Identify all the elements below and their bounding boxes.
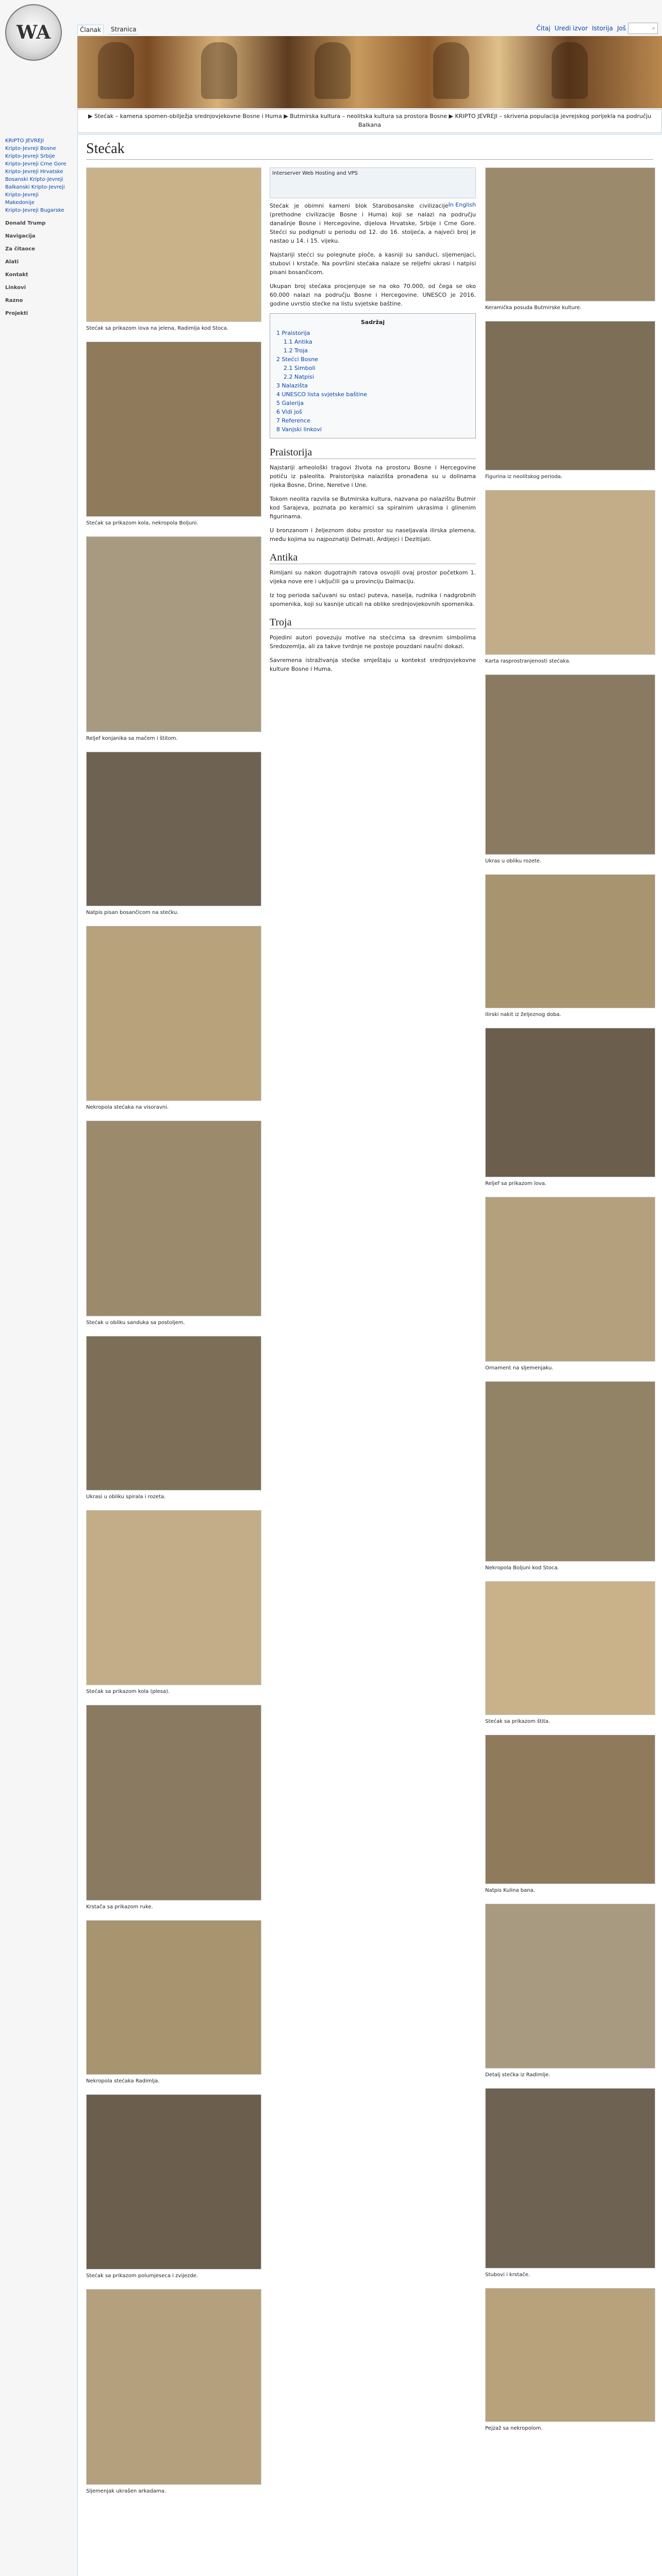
figure-caption: Stećak sa prikazom kola, nekropola Boljuni. (86, 520, 198, 526)
figure-image[interactable] (86, 342, 261, 517)
figure-caption: Stećak sa prikazom kola (plesa). (86, 1689, 170, 1694)
figure-image[interactable] (86, 1705, 261, 1901)
section-paragraph: U bronzanom i željeznom dobu prostor su naseljavala ilirska plemena, među kojima su najpoznatiji Delmati, Ardijejci i Dezitijati. (270, 527, 476, 543)
right-image-column (485, 167, 655, 2442)
figure-image[interactable] (485, 874, 655, 1008)
tab-article[interactable]: Članak (77, 25, 104, 35)
figure-caption: Nekropola Boljuni kod Stoca. (485, 1565, 559, 1571)
intro-paragraph: Najstariji stećci su polegnute ploče, a kasniji su sanduci, sljemenjaci, stubovi i krstače. Na površini stećaka nalaze se reljefni ukrasi i natpisi pisani bosančicom. (270, 251, 476, 276)
figure-image[interactable] (86, 2094, 261, 2269)
sidebar-section[interactable]: Donald Trump (5, 221, 46, 226)
figure-image[interactable] (485, 2288, 655, 2422)
sections (270, 447, 476, 673)
sidebar-section[interactable]: Za čitaoce (5, 246, 35, 252)
namespace-tabs (77, 25, 138, 35)
section-heading: Troja (270, 617, 476, 629)
sidebar-item[interactable]: Kripto-Jevreji Bugarske (5, 208, 64, 213)
toc-entry[interactable]: 2.1 Simboli (284, 365, 316, 371)
table-of-contents (270, 313, 476, 438)
figure-caption: Stećak u obliku sanduka sa postoljem. (86, 1320, 185, 1326)
search-icon[interactable]: ⌕ (652, 25, 655, 31)
figure-caption: Reljef sa prikazom lova. (485, 1181, 547, 1187)
figure-caption: Natpis Kulina bana. (485, 1888, 535, 1893)
figure-caption: Nekropola stećaka na visoravni. (86, 1105, 169, 1110)
main-content (77, 134, 662, 2576)
artifact-image (315, 42, 351, 99)
artifact-image (433, 42, 469, 99)
tab-read[interactable]: Čitaj (536, 25, 551, 32)
figure-image[interactable] (86, 2289, 261, 2485)
toc-entry[interactable]: 8 Vanjski linkovi (276, 426, 322, 433)
section-paragraph: Iz tog perioda sačuvani su ostaci puteva, naselja, rudnika i nadgrobnih spomenika, koji su kasnije uticali na oblike srednjovjekovnih spomenika. (270, 592, 476, 607)
figure-image[interactable] (485, 1904, 655, 2069)
sidebar-item[interactable]: Bosanski Kripto-Jevreji (5, 177, 63, 182)
figure-image[interactable] (485, 167, 655, 301)
sidebar-item[interactable]: Kripto-Jevreji Srbije (5, 154, 55, 159)
toc-entry[interactable]: 3 Nalazišta (276, 382, 308, 389)
figure-image[interactable] (86, 1336, 261, 1490)
section-heading: Antika (270, 552, 476, 564)
toc-entry[interactable]: 1.1 Antika (284, 338, 312, 345)
figure-image[interactable] (485, 321, 655, 470)
figure-caption: Pejzaž sa nekropolom. (485, 2426, 543, 2431)
figure-image[interactable] (86, 1121, 261, 1316)
banner-caption: ▶ Stećak – kamena spomen-obilježja srednjovjekovne Bosne i Huma ▶ Butmirska kultura – neolitska kultura sa prostora Bosne ▶ KRIPTO JEVREJI – skrivena populacija jevrejskog porijekla na području Balkana (77, 109, 662, 133)
figure-image[interactable] (86, 536, 261, 732)
section-paragraph: Tokom neolita razvila se Butmirska kultura, nazvana po nalazištu Butmir kod Sarajeva, poznata po keramici sa spiralnim ukrasima i glinenim figurinama. (270, 496, 476, 520)
sidebar-section[interactable]: Navigacija (5, 233, 36, 239)
sidebar-item[interactable]: KRIPTO JEVREJI (5, 138, 44, 144)
sidebar-section[interactable]: Projekti (5, 311, 28, 316)
intro-paragraph: Stećak je obimni kameni blok Starobosanske civilizacije (prethodne civilizacije Bosne i Huma) koji se nalazi na području današnje Bosne i Hercegovine, dijelova Hrvatske, Srbije i Crne Gore. Stećci su podignuti u periodu od 12. do 16. stoljeća, a najveći broj je nastao u 14. i 15. vijeku. (270, 202, 476, 244)
page-title: Stećak (86, 141, 653, 160)
figure-image[interactable] (485, 490, 655, 655)
figure-caption: Stubovi i krstače. (485, 2272, 530, 2278)
figure-caption: Sljemenjak ukrašen arkadama. (86, 2488, 166, 2494)
toc-entry[interactable]: 7 Reference (276, 417, 310, 424)
toc-entry[interactable]: 4 UNESCO lista svjetske baštine (276, 391, 367, 398)
figure-caption: Stećak sa prikazom štita. (485, 1719, 550, 1724)
ad-label: Interserver Web Hosting and VPS (272, 171, 358, 176)
tab-page[interactable]: Stranica (109, 25, 139, 35)
figure-caption: Reljef konjanika sa mačem i štitom. (86, 736, 178, 741)
tab-history[interactable]: Istorija (592, 25, 613, 32)
figure-image[interactable] (485, 1028, 655, 1177)
figure-caption: Stećak sa prikazom polumjeseca i zvijezde. (86, 2273, 198, 2279)
figure-caption: Figurina iz neolitskog perioda. (485, 474, 562, 480)
figure-image[interactable] (485, 1197, 655, 1362)
toc-entry[interactable]: 1.2 Troja (284, 347, 308, 354)
section-paragraph: Pojedini autori povezuju motive na stećcima sa drevnim simbolima Sredozemlja, ali za takve tvrdnje ne postoje pouzdani naučni dokazi. (270, 634, 476, 650)
figure-image[interactable] (485, 1381, 655, 1562)
tab-more[interactable]: Još (617, 25, 626, 32)
artifact-image (98, 42, 134, 99)
section-paragraph: Najstariji arheološki tragovi života na prostoru Bosne i Hercegovine potiču iz paleolita. Praistorijska nalazišta pronađena su u dolinama rijeka Bosne, Drine, Neretve i Une. (270, 464, 476, 488)
view-tabs (536, 25, 626, 32)
figure-caption: Keramička posuda Butmirske kulture. (485, 305, 582, 311)
figure-caption: Ornament na sljemenjaku. (485, 1365, 554, 1371)
header-banner (77, 36, 662, 108)
figure-image[interactable] (86, 926, 261, 1101)
figure-caption: Nekropola stećaka Radimlja. (86, 2078, 160, 2084)
section-paragraph: Rimljani su nakon dugotrajnih ratova osvojili ovaj prostor početkom 1. vijeka nove ere i uključili ga u provinciju Dalmaciju. (270, 569, 476, 585)
figure-image[interactable] (485, 1735, 655, 1884)
sidebar-section[interactable]: Razno (5, 298, 23, 303)
sidebar-item[interactable]: Balkanski Kripto-Jevreji (5, 184, 65, 190)
figure-caption: Krstača sa prikazom ruke. (86, 1904, 153, 1910)
sidebar-item[interactable]: Kripto-Jevreji Bosne (5, 146, 56, 151)
site-logo[interactable]: WA (5, 4, 62, 61)
toc-entry[interactable]: 1 Praistorija (276, 330, 310, 336)
section-heading: Praistorija (270, 447, 476, 459)
intro (270, 201, 476, 308)
sidebar-section[interactable]: Kontakt (5, 272, 28, 278)
intro-paragraph: Ukupan broj stećaka procjenjuje se na oko 70.000, od čega se oko 60.000 nalazi na području Bosne i Hercegovine. UNESCO je 2016. godine uvrstio stećke na listu svjetske baštine. (270, 283, 476, 307)
toc-title: Sadržaj (360, 319, 385, 326)
hosting-ad-image[interactable] (270, 167, 476, 198)
figure-caption: Natpis pisan bosančicom na stećku. (86, 910, 179, 916)
figure-caption: Detalj stećka iz Radimlje. (485, 2072, 551, 2078)
toc-entry[interactable]: 5 Galerija (276, 400, 304, 406)
search-input[interactable] (628, 23, 658, 34)
figure-image[interactable] (86, 1920, 261, 2075)
figure-caption: Ukrasi u obliku spirala i rozeta. (86, 1494, 166, 1500)
sidebar (0, 134, 72, 320)
sidebar-section[interactable]: Linkovi (5, 285, 26, 291)
artifact-image (552, 42, 588, 99)
figure-image[interactable] (86, 752, 261, 906)
sidebar-item[interactable]: Kripto-Jevreji Hrvatske (5, 169, 63, 175)
toc-entry[interactable]: 6 Vidi još (276, 409, 302, 415)
sidebar-item[interactable]: Kripto-Jevreji Makedonije (5, 192, 39, 206)
figure-caption: Ilirski nakit iz željeznog doba. (485, 1012, 561, 1018)
left-image-column (86, 167, 261, 2504)
figure-caption: Stećak sa prikazom lova na jelena, Radimlja kod Stoca. (86, 326, 229, 331)
sidebar-item[interactable]: Kripto-Jevreji Crne Gore (5, 161, 67, 167)
figure-image[interactable] (86, 167, 261, 322)
section-paragraph: Savremena istraživanja stećke smještaju u kontekst srednjovjekovne kulture Bosne i Huma. (270, 657, 476, 672)
sidebar-section[interactable]: Alati (5, 259, 19, 265)
tab-edit-source[interactable]: Uredi izvor (554, 25, 588, 32)
figure-image[interactable] (485, 674, 655, 855)
artifact-image (201, 42, 237, 99)
figure-caption: Karta rasprostranjenosti stećaka. (485, 658, 571, 664)
figure-image[interactable] (485, 2088, 655, 2268)
toc-entry[interactable]: 2.2 Natpisi (284, 374, 315, 380)
figure-caption: Ukras u obliku rozete. (485, 858, 541, 864)
english-link[interactable]: In English (448, 201, 476, 208)
toc-entry[interactable]: 2 Stećci Bosne (276, 356, 318, 363)
figure-image[interactable] (485, 1581, 655, 1715)
figure-image[interactable] (86, 1510, 261, 1685)
article-body (270, 167, 476, 679)
